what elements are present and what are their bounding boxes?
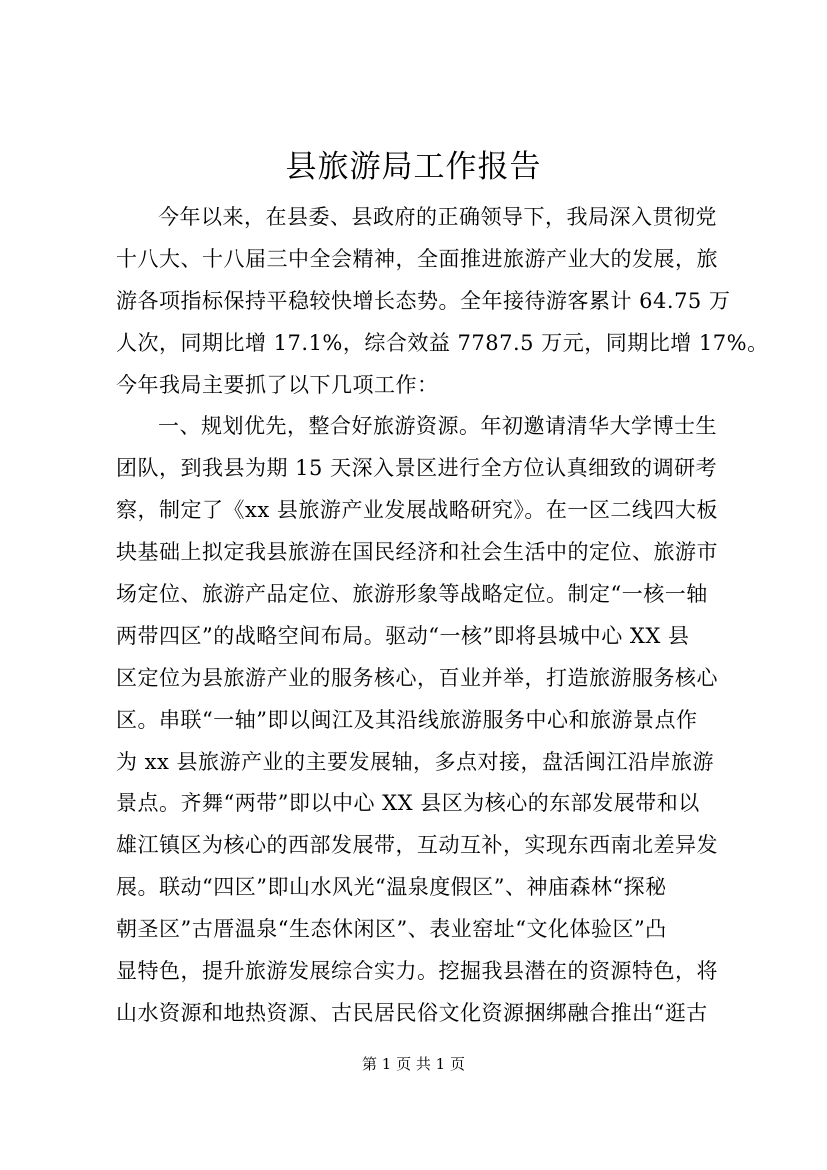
document-title: 县旅游局工作报告 bbox=[285, 149, 542, 185]
body-line: 显特色，提升旅游发展综合实力。挖掘我县潜在的资源特色，将 bbox=[116, 959, 718, 984]
body-line: 十八大、十八届三中全会精神，全面推进旅游产业大的发展，旅 bbox=[116, 246, 718, 271]
body-line: 场定位、旅游产品定位、旅游形象等战略定位。制定“一核一轴 bbox=[116, 582, 708, 607]
document-body bbox=[116, 197, 769, 1035]
body-line: 为 xx 县旅游产业的主要发展轴，多点对接，盘活闽江沿岸旅游 bbox=[116, 749, 715, 774]
body-line: 山水资源和地热资源、古民居民俗文化资源捆绑融合推出“逛古 bbox=[116, 1000, 708, 1025]
body-line: 展。联动“四区”即山水风光“温泉度假区”、神庙森林“探秘 bbox=[116, 875, 667, 900]
body-line: 区。串联“一轴”即以闽江及其沿线旅游服务中心和旅游景点作 bbox=[116, 707, 698, 732]
body-line: 一、规划优先，整合好旅游资源。年初邀请清华大学博士生 bbox=[158, 414, 717, 439]
body-line: 察，制定了《xx 县旅游产业发展战略研究》。在一区二线四大板 bbox=[116, 498, 718, 523]
body-line: 朝圣区”古厝温泉“生态休闲区”、表业窑址“文化体验区”凸 bbox=[116, 917, 667, 942]
body-line: 两带四区”的战略空间布局。驱动“一核”即将县城中心 XX 县 bbox=[116, 623, 690, 648]
body-line: 区定位为县旅游产业的服务核心，百业并举，打造旅游服务核心 bbox=[116, 665, 718, 690]
body-line: 雄江镇区为核心的西部发展带，互动互补，实现东西南北差异发 bbox=[116, 833, 718, 858]
body-line: 游各项指标保持平稳较快增长态势。全年接待游客累计 64.75 万 bbox=[116, 288, 731, 313]
page-number-footer: 第 1 页 共 1 页 bbox=[362, 1055, 465, 1073]
body-line: 今年以来，在县委、县政府的正确领导下，我局深入贯彻党 bbox=[158, 205, 717, 229]
body-line: 景点。齐舞“两带”即以中心 XX 县区为核心的东部发展带和以 bbox=[116, 791, 700, 816]
body-line: 人次，同期比增 17.1%，综合效益 7787.5 万元，同期比增 17%。 bbox=[116, 330, 769, 355]
body-line: 今年我局主要抓了以下几项工作： bbox=[116, 372, 439, 397]
body-line: 团队，到我县为期 15 天深入景区进行全方位认真细致的调研考 bbox=[116, 456, 718, 481]
body-line: 块基础上拟定我县旅游在国民经济和社会生活中的定位、旅游市 bbox=[116, 540, 718, 565]
